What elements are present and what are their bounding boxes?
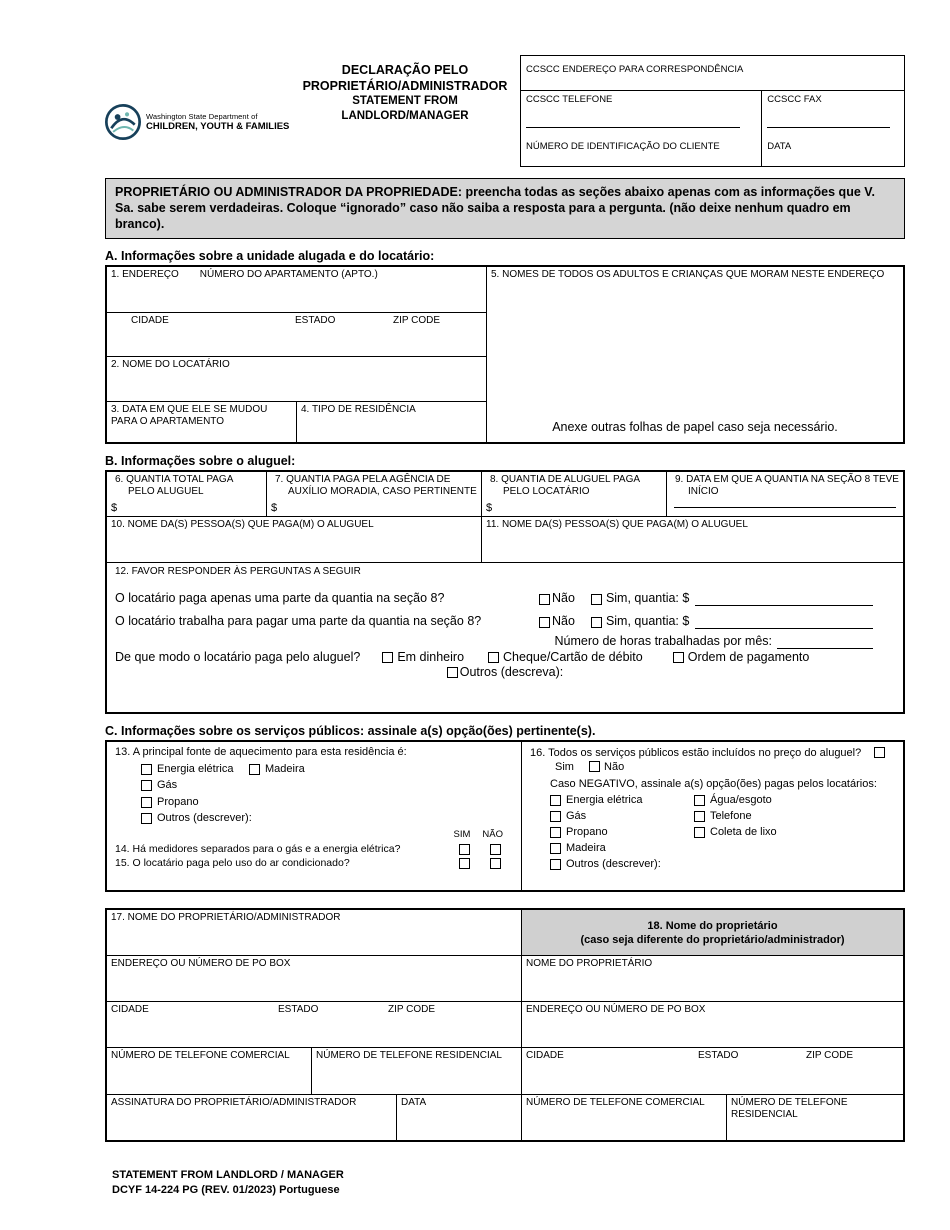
heat-row-3 (141, 796, 513, 809)
heat-other-label: Outros (descrever): (157, 812, 252, 824)
field-owner-city-state-zip[interactable] (522, 1048, 903, 1095)
question-work-section8-text: O locatário trabalha para pagar uma parte da quantia na seção 8? (115, 614, 482, 629)
client-id-label: NÚMERO DE IDENTIFICAÇÃO DO CLIENTE (526, 141, 720, 152)
checkbox-pay-money-order[interactable] (673, 652, 684, 663)
util-other-label: Outros (descrever): (566, 858, 661, 870)
pay-money-order-label: Ordem de pagamento (687, 649, 810, 664)
checkbox-q1-sim[interactable] (591, 594, 602, 605)
instructions-box: PROPRIETÁRIO OU ADMINISTRADOR DA PROPRIEDADE: preencha todas as seções abaixo apenas com as informações que V. Sa. sabe serem verdadeiras. Coloque “ignorado” caso não saiba a resposta para a pergunta. (não deixe nenhum quadro em branco). (105, 178, 905, 239)
question-air-conditioning (115, 858, 513, 870)
ccscc-phone-label: CCSCC TELEFONE (526, 94, 613, 105)
address-label: 1. ENDEREÇO (111, 269, 179, 280)
field-ccscc-phone[interactable] (521, 91, 761, 133)
form-title-en-1: STATEMENT FROM (352, 95, 458, 107)
question-partial-section8 (115, 593, 895, 606)
landlord-name-label: 17. NOME DO PROPRIETÁRIO/ADMINISTRADOR (111, 912, 341, 923)
field-tenant-amount[interactable] (482, 472, 667, 517)
checkbox-meters-sim[interactable] (459, 844, 470, 855)
field-owner-name[interactable] (522, 956, 903, 1002)
landlord-phone-business-label: NÚMERO DE TELEFONE COMERCIAL (111, 1050, 290, 1061)
checkbox-util-phone[interactable] (694, 811, 705, 822)
pay-check-label: Cheque/Cartão de débito (503, 649, 643, 664)
questions-block (107, 563, 903, 712)
q2-nao-label: Não (552, 614, 575, 629)
dollar-sign: $ (111, 501, 118, 514)
section-a-table (105, 265, 905, 444)
field-payer-names-11[interactable] (482, 517, 903, 563)
checkbox-heat-electric[interactable] (141, 764, 152, 775)
hours-per-month-label: Número de horas trabalhadas por mês: (554, 634, 772, 649)
landlord-state-label: ESTADO (278, 1004, 319, 1015)
logo-name-line: CHILDREN, YOUTH & FAMILIES (146, 121, 290, 132)
dcyf-seal-icon (105, 104, 141, 140)
owner-header-line-1: 18. Nome do proprietário (647, 919, 778, 932)
checkbox-q1-nao[interactable] (539, 594, 550, 605)
ccscc-info-body (521, 91, 904, 166)
checkbox-ac-nao[interactable] (490, 858, 501, 869)
ccscc-address-label: CCSCC ENDEREÇO PARA CORRESPONDÊNCIA (526, 64, 744, 75)
owner-city-label: CIDADE (526, 1050, 564, 1061)
line-hours-per-month[interactable] (777, 636, 873, 649)
util-garbage-label: Coleta de lixo (710, 826, 777, 838)
checkbox-q2-sim[interactable] (591, 617, 602, 628)
state-label: ESTADO (295, 315, 336, 326)
section-b-table (105, 470, 905, 714)
sim-column-label: SIM (453, 829, 471, 840)
util-phone-label: Telefone (710, 810, 752, 822)
field-landlord-name[interactable] (107, 910, 522, 956)
date-label: DATA (767, 141, 792, 152)
utility-row-3 (550, 826, 895, 839)
ccscc-fax-label: CCSCC FAX (767, 94, 822, 105)
household-names-label: 5. NOMES DE TODOS OS ADULTOS E CRIANÇAS QUE MORAM NESTE ENDEREÇO (491, 269, 885, 280)
field-household-names[interactable] (487, 267, 903, 442)
question-separate-meters (115, 844, 513, 856)
field-owner-address[interactable] (522, 1002, 903, 1048)
checkbox-util-propane[interactable] (550, 827, 561, 838)
header (105, 55, 905, 167)
ccscc-info-left-column (521, 91, 762, 166)
line-section8-start-date[interactable] (674, 507, 895, 508)
separate-meters-text: 14. Há medidores separados para o gás e a energia elétrica? (115, 842, 401, 855)
owner-header-line-2: (caso seja diferente do proprietário/administrador) (580, 933, 845, 946)
field-landlord-signature[interactable] (107, 1095, 397, 1140)
field-landlord-phone-business[interactable] (107, 1048, 312, 1095)
field-residence-type[interactable] (297, 402, 487, 442)
question-work-section8 (115, 616, 895, 629)
field-tenant-name[interactable] (107, 357, 487, 402)
utility-row-1 (550, 794, 895, 807)
logo-dept-line: Washington State Department of (146, 112, 258, 121)
payer-names-10-label: 10. NOME DA(S) PESSOA(S) QUE PAGA(M) O ALUGUEL (111, 519, 374, 530)
move-in-date-label: 3. DATA EM QUE ELE SE MUDOU PARA O APARTAMENTO (111, 404, 268, 427)
utilities-nao-label: Não (604, 761, 625, 773)
owner-phone-business-label: NÚMERO DE TELEFONE COMERCIAL (526, 1097, 705, 1108)
zip-label: ZIP CODE (393, 315, 441, 326)
dollar-sign: $ (271, 501, 278, 514)
utility-row-5 (550, 858, 895, 871)
owner-phone-home-label: NÚMERO DE TELEFONE RESIDENCIAL (731, 1097, 848, 1120)
total-rent-label: 6. QUANTIA TOTAL PAGA PELO ALUGUEL (115, 474, 233, 497)
owner-state-label: ESTADO (698, 1050, 739, 1061)
owner-address-label: ENDEREÇO OU NÚMERO DE PO BOX (526, 1004, 706, 1015)
form-title-en-2: LANDLORD/MANAGER (341, 110, 469, 122)
checkbox-util-wood[interactable] (550, 843, 561, 854)
checkbox-ac-sim[interactable] (459, 858, 470, 869)
hours-per-month-row (115, 636, 895, 649)
landlord-zip-label: ZIP CODE (388, 1004, 436, 1015)
ccscc-info-box (520, 55, 905, 167)
field-landlord-address[interactable] (107, 956, 522, 1002)
field-client-id[interactable] (521, 133, 761, 166)
field-total-rent[interactable] (107, 472, 267, 517)
checkbox-pay-check[interactable] (488, 652, 499, 663)
footer (112, 1168, 905, 1198)
form-title-pt-2: PROPRIETÁRIO/ADMINISTRADOR (302, 79, 508, 93)
section-c-title: C. Informações sobre os serviços públicos: assinale a(s) opção(ões) pertinente(s). (105, 724, 596, 738)
line-q1-amount[interactable] (695, 593, 873, 606)
heat-gas-label: Gás (157, 779, 178, 791)
field-move-in-date[interactable] (107, 402, 297, 442)
field-city-state-zip[interactable] (107, 313, 487, 357)
field-date[interactable] (762, 133, 904, 166)
section-c-table (105, 740, 905, 892)
util-water-label: Água/esgoto (710, 794, 772, 806)
checkbox-heat-gas[interactable] (141, 780, 152, 791)
util-gas-label: Gás (566, 810, 587, 822)
field-section8-start-date[interactable] (667, 472, 903, 517)
checkbox-heat-propane[interactable] (141, 797, 152, 808)
field-owner-phone-business[interactable] (522, 1095, 727, 1140)
dollar-sign: $ (486, 501, 493, 514)
utilities-sim-label: Sim (555, 761, 574, 773)
apt-number-label: NÚMERO DO APARTAMENTO (APTO.) (199, 269, 378, 280)
landlord-city-label: CIDADE (111, 1004, 149, 1015)
checkbox-util-other[interactable] (550, 859, 561, 870)
landlord-signature-label: ASSINATURA DO PROPRIETÁRIO/ADMINISTRADOR (111, 1097, 357, 1108)
section-c-right (522, 742, 903, 890)
residence-type-label: 4. TIPO DE RESIDÊNCIA (301, 404, 416, 415)
owner-zip-label: ZIP CODE (806, 1050, 854, 1061)
q2-sim-label: Sim, quantia: $ (605, 614, 690, 629)
payment-other-row (115, 667, 895, 679)
field-ccscc-address[interactable] (521, 56, 904, 91)
air-conditioning-text: 15. O locatário paga pelo uso do ar condicionado? (115, 857, 350, 869)
agency-amount-label: 7. QUANTIA PAGA PELA AGÊNCIA DE AUXÍLIO MORADIA, CASO PERTINENTE (275, 474, 477, 497)
util-propane-label: Propano (566, 826, 608, 838)
negative-note: Caso NEGATIVO, assinale a(s) opção(ões) pagas pelos locatários: (550, 778, 877, 790)
landlord-phone-home-label: NÚMERO DE TELEFONE RESIDENCIAL (316, 1050, 502, 1061)
field-address-apt[interactable] (107, 267, 487, 313)
nao-column-label: NÃO (482, 829, 503, 840)
line-q2-amount[interactable] (695, 616, 873, 629)
sim-nao-header (115, 829, 513, 841)
utilities-included-text: 16. Todos os serviços públicos estão incluídos no preço do aluguel? (530, 747, 862, 759)
city-label: CIDADE (131, 315, 169, 326)
heat-row-4 (141, 812, 513, 825)
logo-area (105, 55, 290, 167)
checkbox-util-electric[interactable] (550, 795, 561, 806)
question-utilities-included (530, 746, 895, 774)
line-ccscc-phone[interactable] (526, 127, 740, 128)
heat-source-question: 13. A principal fonte de aquecimento para esta residência é: (115, 746, 407, 758)
footer-form-number: DCYF 14-224 PG (REV. 01/2023) Portuguese (112, 1184, 340, 1196)
field-agency-amount[interactable] (267, 472, 482, 517)
form-title (290, 55, 520, 167)
footer-form-name: STATEMENT FROM LANDLORD / MANAGER (112, 1169, 344, 1181)
attach-note: Anexe outras folhas de papel caso seja necessário. (552, 419, 838, 434)
section-b-title: B. Informações sobre o aluguel: (105, 454, 296, 468)
checkbox-util-gas[interactable] (550, 811, 561, 822)
question-partial-section8-text: O locatário paga apenas uma parte da quantia na seção 8? (115, 591, 445, 606)
field-landlord-city-state-zip[interactable] (107, 1002, 522, 1048)
checkbox-heat-other[interactable] (141, 813, 152, 824)
landlord-owner-table (105, 908, 905, 1142)
owner-name-label: NOME DO PROPRIETÁRIO (526, 958, 653, 969)
heat-propane-label: Propano (157, 795, 199, 808)
field-landlord-phone-home[interactable] (312, 1048, 522, 1095)
pay-cash-label: Em dinheiro (397, 649, 465, 664)
form-title-pt-1: DECLARAÇÃO PELO (341, 63, 469, 77)
questions-block-label: 12. FAVOR RESPONDER ÀS PERGUNTAS A SEGUIR (115, 566, 361, 577)
heat-electric-label: Energia elétrica (157, 762, 234, 775)
checkbox-util-water[interactable] (694, 795, 705, 806)
checkbox-utilities-included-sim[interactable] (874, 747, 885, 758)
utility-row-4 (550, 842, 895, 855)
heat-row-1 (141, 763, 513, 776)
line-ccscc-fax[interactable] (767, 127, 889, 128)
pay-other-label: Outros (descreva): (459, 665, 564, 679)
util-wood-label: Madeira (566, 842, 606, 854)
q1-nao-label: Não (552, 591, 575, 606)
field-signature-date[interactable] (397, 1095, 522, 1140)
section8-start-label: 9. DATA EM QUE A QUANTIA NA SEÇÃO 8 TEVE INÍCIO (675, 474, 899, 497)
question-payment-method (115, 649, 895, 664)
payer-names-11-label: 11. NOME DA(S) PESSOA(S) QUE PAGA(M) O ALUGUEL (486, 519, 748, 530)
tenant-amount-label: 8. QUANTIA DE ALUGUEL PAGA PELO LOCATÁRIO (490, 474, 640, 497)
checkbox-util-garbage[interactable] (694, 827, 705, 838)
signature-date-label: DATA (401, 1097, 427, 1108)
q1-sim-label: Sim, quantia: $ (605, 591, 690, 606)
checkbox-pay-other[interactable] (447, 667, 458, 678)
ccscc-info-right-column (762, 91, 904, 166)
utility-row-2 (550, 810, 895, 823)
field-payer-names-10[interactable] (107, 517, 482, 563)
field-owner-phone-home[interactable] (727, 1095, 903, 1140)
payment-method-question-text: De que modo o locatário paga pelo aluguel? (115, 649, 361, 664)
dcyf-logo (105, 104, 290, 140)
heat-wood-label: Madeira (265, 762, 305, 775)
checkbox-meters-nao[interactable] (490, 844, 501, 855)
heat-row-2 (141, 779, 513, 792)
section-a-title: A. Informações sobre a unidade alugada e do locatário: (105, 249, 435, 263)
checkbox-q2-nao[interactable] (539, 617, 550, 628)
tenant-name-label: 2. NOME DO LOCATÁRIO (111, 359, 230, 370)
landlord-address-label: ENDEREÇO OU NÚMERO DE PO BOX (111, 958, 291, 969)
logo-text (146, 112, 289, 132)
section-c-left (107, 742, 522, 890)
checkbox-pay-cash[interactable] (382, 652, 393, 663)
checkbox-heat-wood[interactable] (249, 764, 260, 775)
checkbox-utilities-included-nao[interactable] (589, 761, 600, 772)
owner-section-header (522, 910, 903, 956)
util-electric-label: Energia elétrica (566, 794, 643, 806)
field-ccscc-fax[interactable] (762, 91, 904, 133)
